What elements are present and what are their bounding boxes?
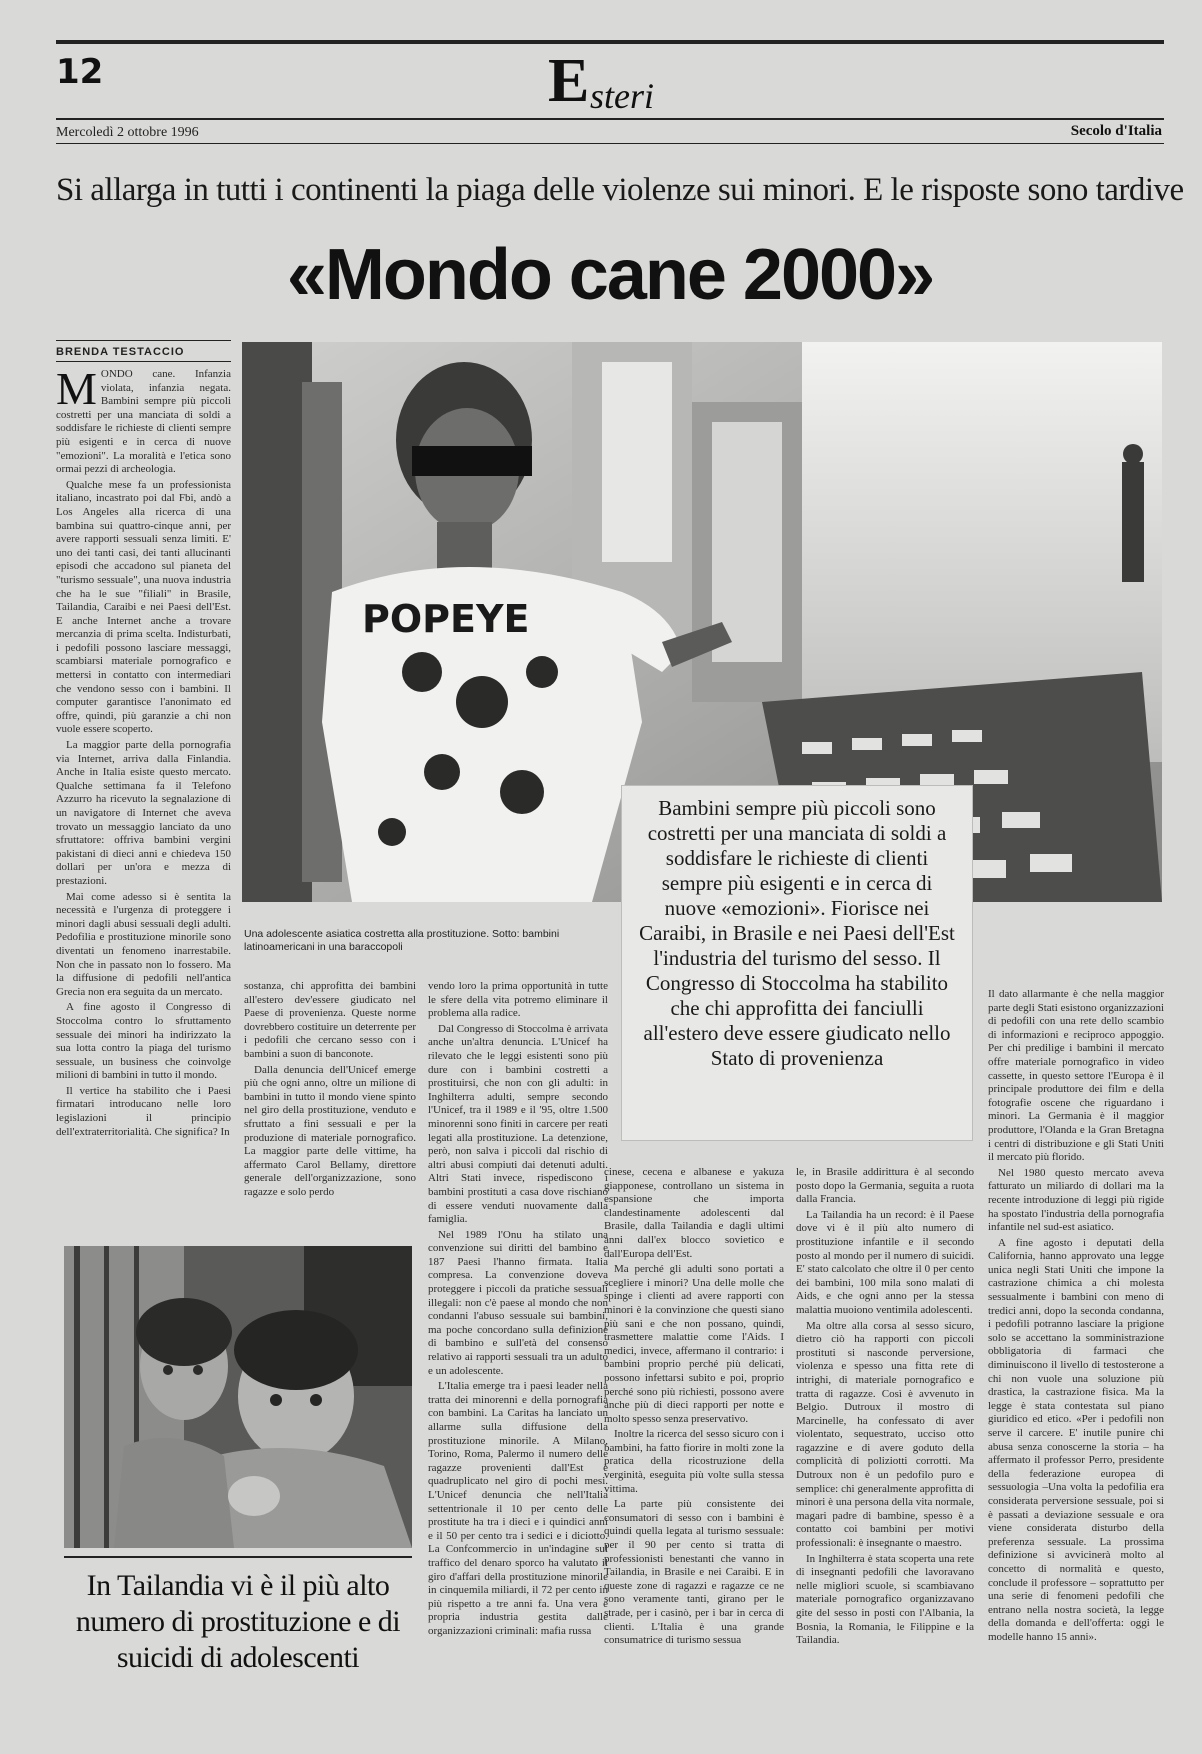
top-rule bbox=[56, 40, 1164, 44]
newspaper-name: Secolo d'Italia bbox=[1070, 123, 1162, 139]
photo-children-slum bbox=[64, 1246, 412, 1548]
paragraph: Il vertice ha stabilito che i Paesi firmatari introducano nelle loro legislazioni il principio dell'extraterritorialità. Che significa? In bbox=[56, 1084, 231, 1138]
kids-caption-rule bbox=[64, 1556, 412, 1558]
pull-quote: Bambini sempre più piccoli sono costretti per una manciata di soldi a soddisfare le richieste di clienti sempre più esigenti e in cerca di nuove «emozioni». Fiorisce nei Caraibi, in Brasile e nei Paesi dell'Est l'industria del turismo del sesso. Il Congresso di Stoccolma ha stabilito che chi approfitta dei fanciulli all'estero deve essere giudicato nello Stato di provenienza bbox=[639, 796, 955, 1070]
page-number: 12 bbox=[56, 52, 104, 92]
photo-caption: Una adolescente asiatica costretta alla prostituzione. Sotto: bambini latinoamericani in una baraccopoli bbox=[244, 928, 560, 953]
column-5 bbox=[796, 1166, 974, 1722]
paragraph: cinese, cecena e albanese e yakuza giapponese, controllano un sistema in espansione che importa clandestinamente adolescenti dal Brasile, dalla Tailandia e dagli ultimi anni dall'ex blocco sovietico e dall'Europa dell'Est. bbox=[604, 1166, 784, 1260]
section-initial: E bbox=[548, 47, 590, 115]
paragraph: Nel 1989 l'Onu ha stilato una convenzione sui diritti del bambino e 187 Paesi l'hanno firmata. Italia compresa. La convenzione doveva proteggere i piccoli da pratiche sessuali illegali: non c'è paese al mondo che non condanni l'abuso sessuale sui bambini, ma poche concordano sulla definizione di bambino e sull'età del consenso relativo ai rapporti sessuali tra un adulto e un adolescente. bbox=[428, 1228, 608, 1377]
paragraph: ONDO cane. Infanzia violata, infanzia negata. Bambini sempre più piccoli costretti per una manciata di soldi a soddisfare le richieste di clienti sempre più esigenti e in cerca di nuove "emozioni". La moralità e l'etica sono ormai pezzi di archeologia. bbox=[56, 368, 231, 476]
paragraph: A fine agosto i deputati della California, hanno approvato una legge unica negli Stati Uniti che impone la castrazione chimica a chi molesta sessualmente i bambini con meno di tredici anni, dopo la seconda condanna, i pedofili potranno lasciare la prigione solo se accettano la somministrazione obbligatoria di farmaci che diminuiscono il livello di testosterone a chi non vuole una soluzione più drastica, la castrazione fisica. Ma la legge è stata contestata sul piano giuridico ed etico. «Per i pedofili non serve il carcere. E' inutile punire chi abusa senza conoscerne la storia – ha affermato il professor Perro, presidente della federazione europea di sessuologia –Una volta la pedofilia era considerata perversione sessuale, poi si è passati a deviazione sessuale e ora viene considerata disturbo della preferenza sessuale. La prossima definizione si avvicinerà molto al concetto di normalità e questo, conclude il professore – soprattutto per una serie di fenomeni pedofili che entrano nella nostra società, la legge della domanda e dell'offerta: oggi le modelle hanno 15 anni». bbox=[988, 1236, 1164, 1643]
paragraph: Ma perché gli adulti sono portati a scegliere i minori? Una delle molle che spinge i clienti ad avere rapporti con minori è la convinzione che questi siano più sani e che non possano, quindi, trasmettere malattie come l'Aids. I medici, invece, affermano il contrario: i bambini proprio perché più delicati, possono infettarsi subito e poi, proprio perché sono più richiesti, possono avere anche più di dieci rapporti per notte e molto spesso senza preservativo. bbox=[604, 1263, 784, 1425]
kids-photo bbox=[64, 1246, 412, 1548]
column-4 bbox=[604, 1166, 784, 1722]
paragraph: In Inghilterra è stata scoperta una rete di insegnanti pedofili che lavoravano nelle migliori scuole, si scambiavano materiale pornografico organizzavano gite del sesso in posti con l'Albania, la Bosnia, la Romania, le Filippine e la Tailandia. bbox=[796, 1552, 974, 1647]
masthead-rule bbox=[56, 118, 1164, 120]
byline: BRENDA TESTACCIO bbox=[56, 346, 185, 358]
paragraph: Inoltre la ricerca del sesso sicuro con i bambini, ha fatto fiorire in molti zone la pratica della ricostruzione della verginità, eseguita più volte sulla stessa vittima. bbox=[604, 1428, 784, 1495]
paragraph: Dal Congresso di Stoccolma è arrivata anche un'altra denuncia. L'Unicef ha rilevato che le leggi esistenti sono più dure con i bambini costretti a prostituirsi, che non con gli adulti: in Inghilterra adulti, sempre secondo l'Unicef, tra il 1989 e il '95, oltre 1.500 minorenni sono finiti in carcere per reati legati alla prostituzione. La detenzione, però, non salva i piccoli dal rischio di altri abusi compiuti dai detenuti adulti. Altri Stati invece, rispediscono i bambini prostituti a casa dove rischiano di essere venduti nuovamente dalla famiglia. bbox=[428, 1022, 608, 1226]
paragraph: Ma oltre alla corsa al sesso sicuro, dietro ciò ha rapporti con piccoli prostituti si nasconde perversione, violenza e spesso una fitta rete di intrighi, di materiale pornografico e tratta di ragazze. Così è avvenuto in Belgio. Dutroux il mostro di Marcinelle, ha confessato di aver violentato, sequestrato, ucciso otto ragazzine e di avere goduto della complicità di poliziotti corrotti. Ma Dutroux non è un pedofilo puro e semplice: chi generalmente approfitta di minori è una persona della vita normale, magari padre di bambine, spesso è a contatto coi bambini per motivi professionali: è insegnante o maestro. bbox=[796, 1319, 974, 1550]
paragraph: A fine agosto il Congresso di Stoccolma contro lo sfruttamento sessuale dei minori ha indirizzato la sua lotta contro la piaga del turismo sessuale, un business che coinvolge milioni di bambini in tutto il mondo. bbox=[56, 1001, 231, 1082]
article-headline: «Mondo cane 2000» bbox=[286, 235, 934, 315]
paragraph: sostanza, chi approfitta dei bambini all'estero dev'essere giudicato nel Paese di provenienza. Queste norme dovrebbero costituire un deterrente per i pedofili che cercano sesso con i bambini a suon di banconote. bbox=[244, 980, 416, 1060]
paragraph: le, in Brasile addirittura è al secondo posto dopo la Germania, seguita a ruota dalla Francia. bbox=[796, 1166, 974, 1206]
column-2 bbox=[244, 980, 416, 1230]
issue-date: Mercoledì 2 ottobre 1996 bbox=[56, 125, 199, 140]
paragraph: L'Italia emerge tra i paesi leader nella tratta dei minorenni e della pornografia con bambini. La Caritas ha lanciato un allarme sulla diffusione della prostituzione minorile. A Milano, Torino, Roma, Palermo il numero delle ragazze provenienti dall'Est è quadruplicato nel giro di pochi mesi. L'Unicef denuncia che nell'Italia settentrionale il 10 per cento delle prostitute ha tra i dieci e i quindici anni e il 50 per cento tra i sedici e i diciotto. La Confcommercio in un'indagine sul traffico del denaro sporco ha valutato il giro d'affari della prostituzione minorile in cinquemila miliardi, il 72 per cento in più rispetto a tre anni fa. Una vera e propria industria gestita dalle organizzazioni criminali: mafia russa bbox=[428, 1380, 608, 1637]
paragraph: Mai come adesso si è sentita la necessità e l'urgenza di proteggere i minori dagli abusi sessuali degli adulti. Pedofilia e prostituzione minorile sono diventati un fenomeno inarrestabile. Non che in passato non lo fossero. Ma la diffusione di pedofili nell'antica Grecia non era seguita da un mercato. bbox=[56, 890, 231, 998]
article-kicker: Si allarga in tutti i continenti la piaga delle violenze sui minori. E le risposte sono tardive bbox=[56, 172, 1184, 208]
kids-photo-caption: In Tailandia vi è il più alto numero di prostituzione e di suicidi di adolescenti bbox=[75, 1569, 401, 1674]
column-3 bbox=[428, 980, 608, 1710]
byline-rule-bottom bbox=[56, 361, 231, 362]
date-rule bbox=[56, 143, 1164, 144]
paragraph: Il dato allarmante è che nella maggior parte degli Stati esistono organizzazioni di pedofili con una rete dello scambio di informazioni e reciproco appoggio. Per chi predilige i bambini il mercato offre materiale pornografico in video cassette, in questo settore l'Europa è il principale produttore dei film e della fotografie oscene che riguardano i minori. La Germania è il maggior produttore, l'Olanda e la Gran Bretagna i centri di distribuzione e gli Stati Uniti il mercato più florido. bbox=[988, 988, 1164, 1164]
paragraph: La parte più consistente dei consumatori di sesso con i bambini è quindi quella legata al turismo sessuale: per il 90 per cento si tratta di professionisti benestanti che vanno in Tailandia, in Brasile e nei Caraibi. E in queste zone di ragazzi e ragazze ce ne sono veramente tanti, girano per le strade, per i casinò, per i bar in cerca di clienti. L'Italia è una grande consumatrice di turismo sessua bbox=[604, 1498, 784, 1647]
paragraph: La Tailandia ha un record: è il Paese dove vi è il più alto numero di prostituzione infantile e il secondo posto al mondo per il numero di suicidi. E' stato calcolato che oltre il 0 per cento dei bambini, 100 mila sono malati di Aids, e che ogni anno per la stessa malattia muoiono ventimila adolescenti. bbox=[796, 1208, 974, 1316]
drop-cap: M bbox=[56, 368, 97, 414]
paragraph: Qualche mese fa un professionista italiano, incastrato poi dal Fbi, andò a Los Angeles alla ricerca di una bambina sui quattro-cinque anni, per avere rapporti sessuali senza limiti. E' uno dei tanti casi, dei tanti allucinanti episodi che accadono sul pianeta del "turismo sessuale", una nuova industria che ha le sue "filiali" in Brasile, Tailandia, Caraibi e nei Paesi dell'Est. E anche Internet anche a trovare mercanzia di prima scelta. Indisturbati, i pedofili possono lasciare messaggi, scambiarsi materiale pornografico e mettersi in contatto con intermediari che vendono sesso con i bambini. Il computer garantisce l'anonimato ed offre, quindi, più garanzie a chi non vuole essere scoperto. bbox=[56, 478, 231, 736]
byline-rule-top bbox=[56, 340, 231, 341]
pull-quote-box bbox=[622, 786, 972, 1140]
paragraph: vendo loro la prima opportunità in tutte le sfere della vita potremo eliminare il problema alla radice. bbox=[428, 980, 608, 1020]
section-title: steri bbox=[590, 76, 655, 116]
shirt-print: POPEYE bbox=[362, 597, 530, 641]
paragraph: Nel 1980 questo mercato aveva fatturato un miliardo di dollari ma la recente introduzione di leggi più rigide ha spostato l'industria della pornografia infantile nel sud-est asiatico. bbox=[988, 1166, 1164, 1234]
paragraph: La maggior parte della pornografia via Internet, arriva dalla Finlandia. Anche in Italia esiste questo mercato. Qualche settimana fa il Telefono Azzurro ha ricevuto la segnalazione di un navigatore di Internet che aveva trovato un messaggio lanciato da uno sfruttatore: offriva bambini vergini pakistani di dieci anni e chiedeva 150 dollari per un'ora e mezza di prestazioni. bbox=[56, 739, 231, 887]
column-6 bbox=[988, 988, 1164, 1724]
paragraph: Dalla denuncia dell'Unicef emerge più che ogni anno, oltre un milione di bambini in tutto il mondo viene spinto nel giro della prostituzione, venduto e sfruttato a fini sessuali e per la produzione di materiale pornografico. La maggior parte delle vittime, ha affermato Carol Bellamy, direttore generale dell'organizzazione, sono ragazze e solo perdo bbox=[244, 1063, 416, 1198]
